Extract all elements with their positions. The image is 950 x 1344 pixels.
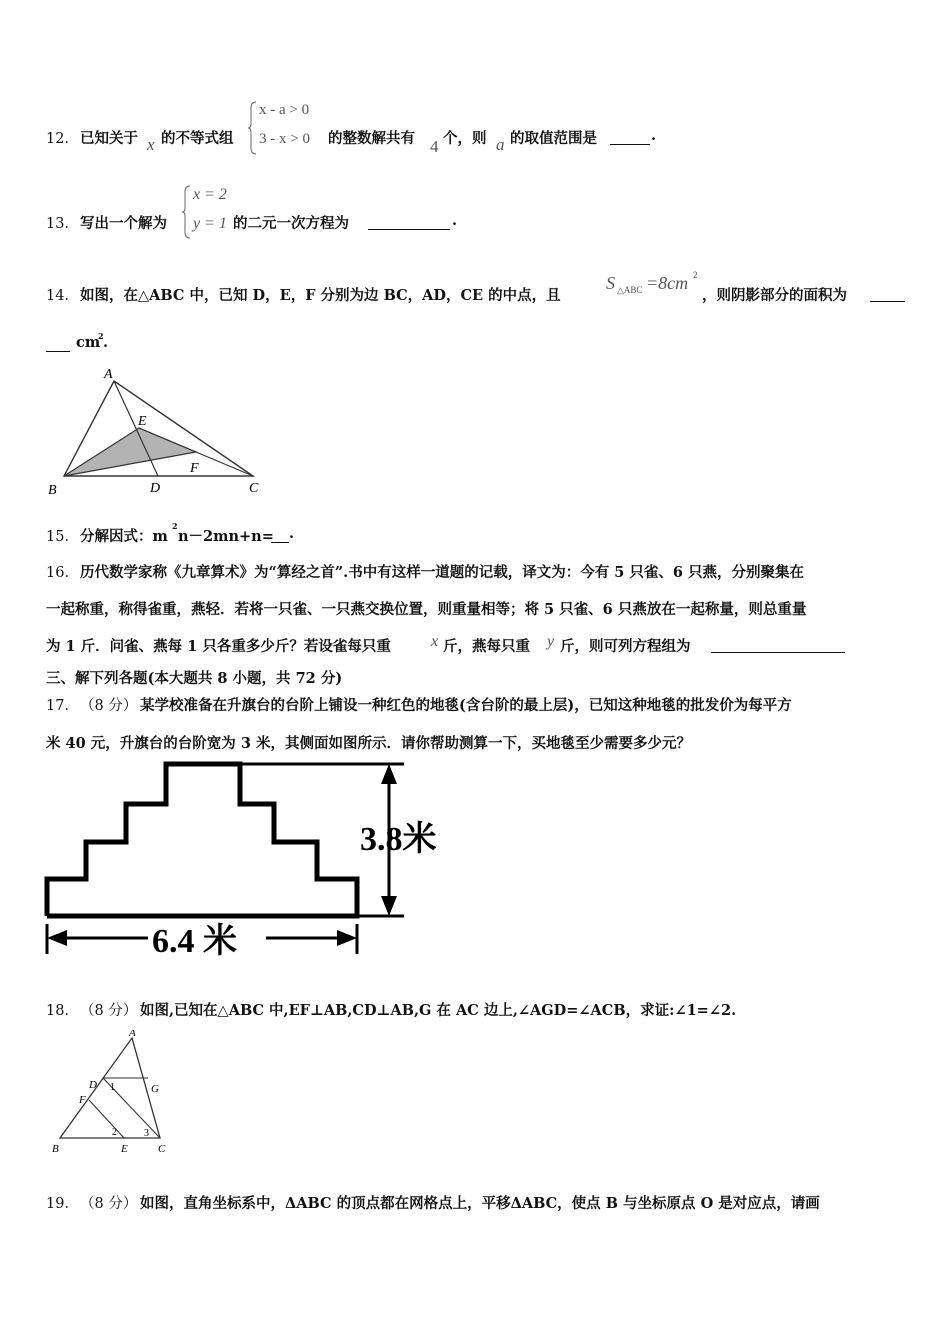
q16-line-3b: 斤，燕每只重 — [443, 638, 530, 655]
q18-label-d: D — [89, 1079, 97, 1091]
q17-height-arrow-down-icon — [381, 896, 397, 916]
q19-number: 19． — [46, 1196, 79, 1212]
q15-text-2: n－2mn+n= — [178, 528, 274, 545]
q14-area-superscript: 2 — [693, 270, 698, 280]
q15-end: . — [289, 525, 295, 542]
q15-answer-blank — [271, 528, 289, 543]
q16-answer-blank — [711, 638, 845, 653]
q14-answer-blank-2 — [46, 337, 70, 352]
q17-number: 17． — [46, 698, 79, 714]
q18-angle-1: 1 — [110, 1082, 115, 1093]
q18-label-e: E — [121, 1143, 128, 1155]
q12-text-1: 已知关于 — [80, 130, 138, 147]
q17-staircase-outline — [47, 764, 357, 916]
q14-text-2: ，则阴影部分的面积为 — [702, 287, 847, 304]
q12-answer-blank — [610, 130, 650, 145]
section-3-heading: 三、解下列各题(本大题共 8 小题，共 72 分) — [46, 670, 343, 687]
q13-system-line-2: y = 1 — [193, 215, 227, 232]
q14-end: . — [103, 334, 109, 351]
q18-angle-3: 3 — [144, 1128, 149, 1139]
q14-label-f: F — [190, 461, 199, 476]
q13-number: 13． — [46, 216, 79, 232]
q17-line-2: 米 40 元，升旗台的台阶宽为 3 米，其侧面如图所示．请你帮助测算一下，买地毯至少需要多少元？ — [46, 735, 691, 752]
q12-system-line-2: 3 - x > 0 — [259, 131, 310, 147]
q13-text-1: 写出一个解为 — [80, 215, 167, 232]
q12-end: . — [651, 127, 657, 144]
q14-unit: cm — [76, 334, 101, 351]
q13-text-2: 的二元一次方程为 — [233, 215, 349, 232]
q14-label-e: E — [138, 414, 147, 429]
q14-label-a: A — [104, 367, 113, 382]
q15-number: 15． — [46, 529, 79, 545]
q14-label-d: D — [150, 481, 161, 496]
q18-label-g: G — [151, 1083, 159, 1095]
q14-number: 14． — [46, 288, 79, 304]
q16-number: 16． — [46, 565, 79, 581]
q17-width-arrow-right-icon — [337, 930, 357, 946]
q14-area-value: =8cm — [646, 273, 689, 293]
q18-label-f: F — [79, 1094, 86, 1106]
q18-text: 如图,已知在△ABC 中,EF⊥AB,CD⊥AB,G 在 AC 边上,∠AGD=∠ACB，求证:∠1=∠2. — [140, 1002, 737, 1019]
q17-line-1: 某学校准备在升旗台的台阶上铺设一种红色的地毯(含台阶的最上层)，已知这种地毯的批发价为每平方 — [140, 697, 792, 714]
q13-end: . — [452, 212, 458, 229]
q18-number: 18． — [46, 1003, 79, 1019]
q16-line-1: 历代数学家称《九章算术》为“算经之首”.书中有这样一道题的记载，译文为：今有 5 只雀、6 只燕，分别聚集在 — [80, 564, 805, 581]
q14-area-S: S — [606, 273, 615, 293]
q16-var-y: y — [547, 633, 555, 650]
q13-answer-blank — [368, 215, 450, 230]
q12-text-2: 的不等式组 — [161, 130, 234, 147]
q17-width-label: 6.4 米 — [152, 923, 237, 960]
q14-text-1: 如图，在△ABC 中，已知 D，E，F 分别为边 BC，AD，CE 的中点，且 — [80, 287, 561, 304]
q18-label-b: B — [52, 1143, 59, 1155]
q18-angle-2: 2 — [112, 1127, 117, 1138]
q18-points: （8 分） — [80, 1003, 138, 1019]
q14-label-b: B — [48, 483, 57, 498]
q16-line-3a: 为 1 斤．问雀、燕每 1 只各重多少斤？若设雀每只重 — [46, 638, 391, 655]
q17-height-arrow-up-icon — [381, 764, 397, 784]
q12-brace-icon — [248, 100, 258, 156]
q14-unit-superscript: 2 — [98, 331, 104, 341]
q12-var-a: a — [496, 135, 505, 154]
q14-shaded-triangle — [64, 428, 196, 476]
q18-label-a: A — [129, 1030, 136, 1039]
q18-segment-fe — [89, 1100, 124, 1138]
q18-label-c: C — [158, 1143, 166, 1155]
q14-answer-blank-1 — [870, 287, 905, 302]
q14-label-c: C — [249, 481, 259, 496]
q19-text: 如图，直角坐标系中，ΔABC 的顶点都在网格点上，平移ΔABC，使点 B 与坐标原点 O 是对应点，请画 — [140, 1195, 820, 1212]
q12-text-3: 的整数解共有 — [328, 130, 415, 147]
q15-superscript: 2 — [172, 521, 178, 531]
q17-height-label: 3.8米 — [360, 821, 437, 858]
q16-line-3c: 斤，则可列方程组为 — [560, 638, 691, 655]
q19-points: （8 分） — [80, 1196, 138, 1212]
q16-var-x: x — [431, 633, 439, 650]
q17-steps-figure — [40, 756, 470, 968]
q12-text-5: 的取值范围是 — [510, 130, 597, 147]
q12-number-four: 4 — [430, 137, 439, 156]
q12-number: 12． — [46, 131, 79, 147]
q12-var-x: x — [147, 135, 155, 154]
q18-triangle-figure — [48, 1030, 188, 1158]
q13-system-line-1: x = 2 — [193, 186, 227, 203]
q14-triangle-figure — [44, 364, 274, 500]
q12-system-line-1: x - a > 0 — [259, 102, 310, 118]
q13-brace-icon — [182, 184, 192, 240]
q15-text-1: 分解因式：m — [80, 528, 168, 545]
q16-line-2: 一起称重，称得雀重，燕轻．若将一只雀、一只燕交换位置，则重量相等；将 5 只雀、6 只燕放在一起称量，则总重量 — [46, 601, 807, 618]
q14-area-subscript: △ABC — [617, 285, 643, 295]
q12-text-4: 个，则 — [443, 130, 487, 147]
q17-width-arrow-left-icon — [47, 930, 67, 946]
q17-points: （8 分） — [80, 698, 138, 714]
